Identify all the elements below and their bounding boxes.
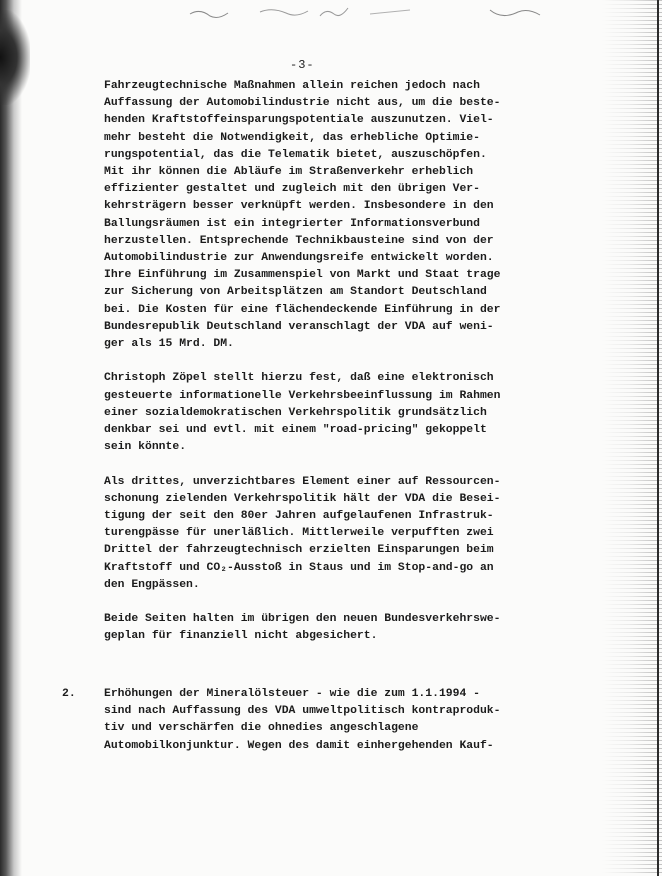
paragraph-infrastructure [104,474,534,594]
text-line: tiv und verschärfen die ohnedies angeschlagene [104,722,419,735]
text-line: sind nach Auffassung des VDA umweltpolitisch kontraproduk- [104,705,501,718]
text-line: mehr besteht die Notwendigkeit, das erhebliche Optimie- [104,131,480,144]
text-line: Bundesrepublik Deutschland veranschlagt der VDA auf weni- [104,320,494,333]
text-line: herzustellen. Entsprechende Technikbausteine sind von der [104,234,494,247]
paragraph-bundesverkehrswegeplan [104,611,534,645]
text-line: effizienter gestaltet und zugleich mit den übrigen Ver- [104,183,480,196]
text-line: Mit ihr können die Abläufe im Straßenverkehr erheblich [104,166,474,179]
scan-right-edge [602,0,662,876]
body-text [104,78,534,663]
text-line: Ballungsräumen ist ein integrierter Informationsverbund [104,217,480,230]
paragraph-telematics [104,78,534,353]
text-line: bei. Die Kosten für eine flächendeckende Einführung in der [104,303,501,316]
text-line: Beide Seiten halten im übrigen den neuen Bundesverkehrswe- [104,613,501,626]
text-line: gesteuerte informationelle Verkehrsbeeinflussung im Rahmen [104,389,501,402]
scan-left-edge [0,0,22,876]
text-line: Drittel der fahrzeugtechnisch erzielten Einsparungen beim [104,544,494,557]
text-line: Automobilkonjunktur. Wegen des damit einhergehenden Kauf- [104,739,494,752]
text-line: Automobilindustrie zur Anwendungsreife entwickelt worden. [104,252,494,265]
text-line: sein könnte. [104,441,187,454]
text-line: Als drittes, unverzichtbares Element einer auf Ressourcen- [104,475,501,488]
text-line: ger als 15 Mrd. DM. [104,338,234,351]
text-line: Fahrzeugtechnische Maßnahmen allein reichen jedoch nach [104,80,480,92]
text-line: Christoph Zöpel stellt hierzu fest, daß eine elektronisch [104,372,494,385]
page-number: -3- [290,58,315,72]
text-line: schonung zielenden Verkehrspolitik hält der VDA die Besei- [104,492,501,505]
text-line: Ihre Einführung im Zusammenspiel von Markt und Staat trage [104,269,501,282]
text-line: einer sozialdemokratischen Verkehrspolitik grundsätzlich [104,406,487,419]
text-line: denkbar sei und evtl. mit einem "road-pricing" gekoppelt [104,424,487,437]
text-line: geplan für finanziell nicht abgesichert. [104,630,378,643]
text-line: henden Kraftstoffeinsparungspotentiale auszunutzen. Viel- [104,114,494,127]
item-number: 2. [62,688,76,700]
item-text [104,686,534,755]
scan-right-border [657,0,659,876]
text-line: kehrsträgern besser verknüpft werden. Insbesondere in den [104,200,494,213]
text-line: den Engpässen. [104,578,200,591]
scan-top-marks [70,2,590,24]
text-line: Auffassung der Automobilindustrie nicht aus, um die beste- [104,97,501,110]
text-line: Kraftstoff und CO₂-Ausstoß in Staus und im Stop-and-go an [104,561,494,574]
text-line: turengpässe für unerläßlich. Mittlerweile verpufften zwei [104,527,494,540]
text-line: tigung der seit den 80er Jahren aufgelaufenen Infrastruk- [104,510,494,523]
paragraph-zoepel [104,370,534,456]
text-line: zur Sicherung von Arbeitsplätzen am Standort Deutschland [104,286,487,299]
text-line: rungspotential, das die Telematik bietet, auszuschöpfen. [104,148,487,161]
text-line: Erhöhungen der Mineralölsteuer - wie die zum 1.1.1994 - [104,688,480,700]
scan-shadow [0,10,30,105]
